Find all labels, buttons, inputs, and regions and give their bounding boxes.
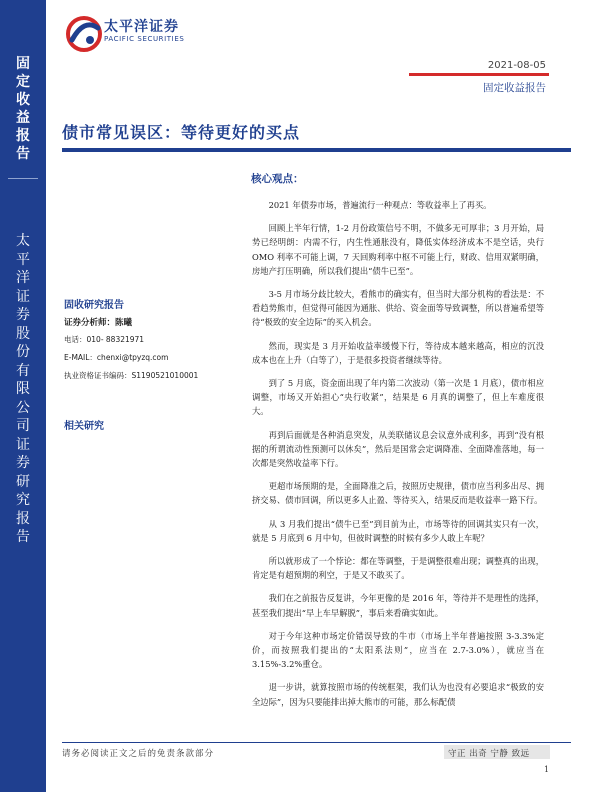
analyst-email: E-MAIL：chenxi@tpyzq.com — [64, 353, 169, 362]
sidebar-char: 固 — [16, 56, 30, 72]
paragraph: 所以就形成了一个悖论：都在等调整，于是调整很难出现；调整真的出现，肯定是有超预期的利空，于是又不敢买了。 — [252, 556, 544, 581]
paragraph: 退一步讲，就算按照市场的传统框架，我们认为也没有必要追求“极致的安全边际”，因为只要能排出掉大熊市的可能，那么标配债 — [252, 682, 544, 707]
footer-motto: 守正 出奇 宁静 致远 — [448, 749, 530, 759]
footer-disclaimer: 请务必阅读正文之后的免责条款部分 — [62, 749, 215, 759]
page-number: 1 — [544, 765, 550, 774]
analyst-label: 证券分析师： — [64, 318, 116, 328]
page-title: 债市常见误区：等待更好的买点 — [62, 123, 301, 142]
sidebar-char: 券 — [16, 455, 30, 471]
sidebar — [0, 0, 46, 792]
paragraph: 回顾上半年行情，1-2 月份政策信号不明，不做多无可厚非；3 月开始，局势已经明朗：内需不行，内生性通胀没有，降低实体经济成本不是空话，央行 OMO 利率不可能上调，7 天回购利率中枢不可能上行，财政、信用双紧明确，房地产打压明确，所以我们提出“债牛已至”。 — [252, 223, 544, 276]
header-red-rule — [409, 73, 549, 76]
logo-name-cn: 太平洋证券 — [104, 19, 179, 35]
sidebar-char: 限 — [16, 381, 30, 397]
sidebar-char: 收 — [16, 92, 30, 108]
sidebar-char: 股 — [16, 325, 30, 342]
sidebar-report-category — [0, 55, 46, 163]
paragraph: 然而，现实是 3 月开始收益率缓慢下行，等待成本越来越高，相应的沉没成本也在上升（白等了），于是很多投资者继续等待。 — [252, 340, 544, 365]
analyst-line — [64, 316, 132, 328]
sidebar-char: 告 — [16, 529, 30, 545]
paragraph: 到了 5 月底，资金面出现了年内第二次波动（第一次是 1 月底），债市相应调整，市场又开始担心“央行收紧”，结果是 6 月真的调整了，但上车难度很大。 — [252, 378, 544, 417]
paragraph: 3-5 月市场分歧比较大，看熊市的确实有，但当时大部分机构的看法是：不看趋势熊市，但觉得可能因为通胀、供给、资金面等导致调整，所以普遍希望等待“极致的安全边际”的买入机会。 — [252, 289, 544, 328]
core-viewpoint-heading: 核心观点： — [251, 173, 304, 185]
footer-rule — [62, 742, 571, 743]
sidebar-char: 告 — [16, 146, 30, 162]
sidebar-char: 益 — [16, 110, 30, 126]
title-underline — [62, 148, 571, 152]
sidebar-char: 太 — [16, 233, 30, 249]
paragraph: 2021 年债券市场，普遍流行一种观点：等收益率上了再买。 — [268, 200, 492, 210]
sidebar-char: 研 — [16, 473, 30, 490]
paragraph: 再到后面就是各种消息突发，从美联储议息会议意外成利多，再到“没有根据的所谓流动性预测可以休矣”，然后是国常会定调降准、全面降准落地，每一次都是突然收益率下行。 — [252, 429, 544, 469]
paragraph: 对于今年这种市场定价错误导致的牛市（市场上半年普遍按照 3-3.3%定价，而按照我们提出的“太阳系法则”，应当在 2.7-3.0%），就应当在 3.15%-3.2%重仓。 — [252, 630, 544, 670]
logo-name-en: PACIFIC SECURITIES — [104, 35, 185, 43]
sidebar-char: 平 — [16, 251, 30, 268]
sidebar-company-name — [0, 232, 46, 547]
sidebar-char: 司 — [16, 418, 30, 434]
analyst-phone: 电话：010- 88321971 — [64, 335, 145, 344]
analyst-name: 陈曦 — [115, 318, 133, 328]
sidebar-char: 有 — [16, 362, 30, 379]
sidebar-char: 份 — [16, 344, 30, 360]
report-type: 固定收益报告 — [483, 82, 546, 94]
sidebar-char: 公 — [16, 399, 30, 416]
report-date: 2021-08-05 — [487, 60, 546, 71]
sidebar-char: 证 — [16, 436, 30, 453]
sidebar-char: 证 — [16, 288, 30, 305]
paragraph: 更超市场预期的是，全面降准之后，按照历史规律，债市应当利多出尽、拥挤交易、债市回调，所以更多人止盈、等待买入，结果反而是收益率一路下行。 — [252, 481, 544, 506]
section-label-related: 相关研究 — [64, 421, 104, 432]
sidebar-char: 报 — [16, 128, 30, 144]
sidebar-char: 报 — [16, 510, 30, 527]
paragraph: 从 3 月我们提出“债牛已至”到目前为止，市场等待的回调其实只有一次，就是 5 月底到 6 月中旬，但彼时调整的时候有多少人敢上车呢？ — [252, 518, 544, 543]
sidebar-char: 究 — [16, 492, 30, 508]
section-label-research: 固收研究报告 — [64, 300, 124, 311]
sidebar-char: 券 — [16, 307, 30, 323]
sidebar-divider — [8, 178, 38, 179]
body-text — [252, 198, 544, 718]
sidebar-char: 洋 — [16, 270, 30, 286]
sidebar-char: 定 — [16, 74, 30, 90]
paragraph: 我们在之前报告反复讲，今年更像的是 2016 年，等待并不是理性的选择，甚至我们提出“早上车早解脱”，事后来看确实如此。 — [252, 593, 544, 618]
analyst-license: 执业资格证书编码：S1190521010001 — [64, 371, 199, 380]
